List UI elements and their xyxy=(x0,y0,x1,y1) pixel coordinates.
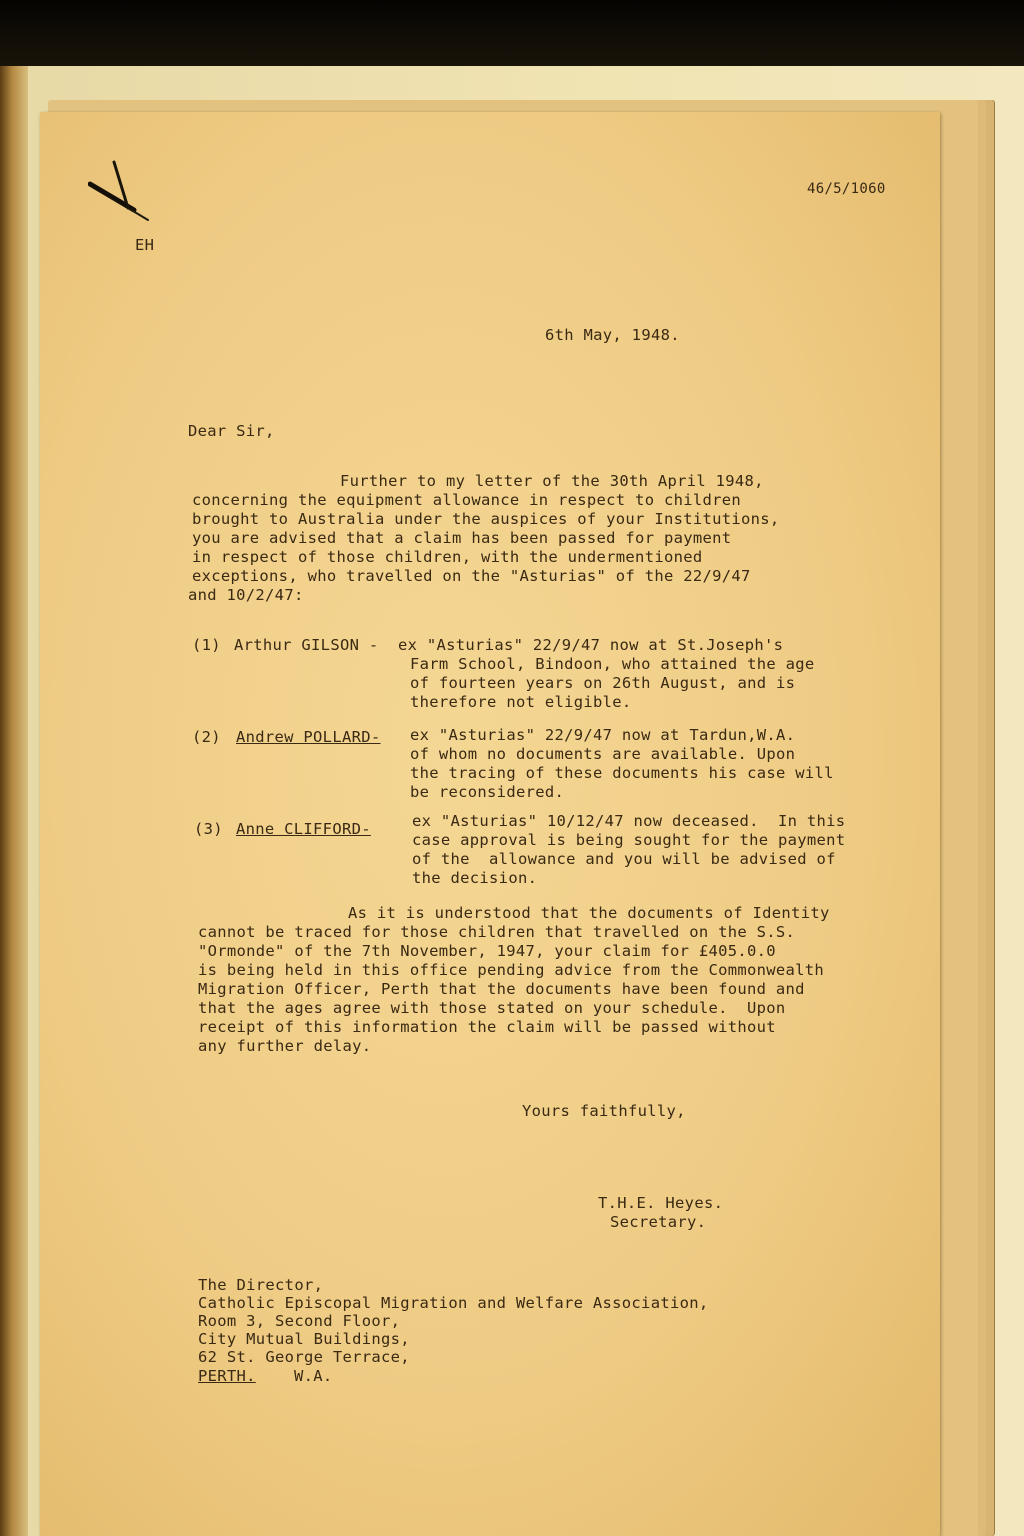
exception-line: case approval is being sought for the payment xyxy=(412,831,846,849)
address-line: City Mutual Buildings, xyxy=(198,1330,410,1348)
salutation: Dear Sir, xyxy=(188,422,275,440)
paragraph-line: Migration Officer, Perth that the documents have been found and xyxy=(198,980,805,998)
paragraph-line: that the ages agree with those stated on your schedule. Upon xyxy=(198,999,786,1017)
exception-line: of fourteen years on 26th August, and is xyxy=(410,674,796,692)
exception-number: (1) xyxy=(192,636,221,654)
exception-line: of the allowance and you will be advised of xyxy=(412,850,836,868)
dark-background xyxy=(0,0,1024,75)
address-state: W.A. xyxy=(294,1367,333,1385)
file-reference: 46/5/1060 xyxy=(807,181,886,197)
pin-mark-icon xyxy=(88,158,168,238)
exception-line: Farm School, Bindoon, who attained the age xyxy=(410,655,815,673)
paragraph-line: As it is understood that the documents of Identity xyxy=(348,904,830,922)
exception-line: ex "Asturias" 22/9/47 now at St.Joseph's xyxy=(398,636,784,654)
paragraph-line: exceptions, who travelled on the "Asturias" of the 22/9/47 xyxy=(192,567,751,585)
exception-line: ex "Asturias" 10/12/47 now deceased. In this xyxy=(412,812,846,830)
paragraph-line: you are advised that a claim has been passed for payment xyxy=(192,529,732,547)
signatory-name: T.H.E. Heyes. xyxy=(598,1194,724,1212)
typist-initials: EH xyxy=(135,236,155,254)
paragraph-line: and 10/2/47: xyxy=(188,586,304,604)
exception-name: Andrew POLLARD- xyxy=(236,728,381,746)
paragraph-line: in respect of those children, with the undermentioned xyxy=(192,548,703,566)
address-line: 62 St. George Terrace, xyxy=(198,1348,410,1366)
paragraph-line: "Ormonde" of the 7th November, 1947, your claim for £405.0.0 xyxy=(198,942,776,960)
exception-line: the tracing of these documents his case will xyxy=(410,764,834,782)
letter-date: 6th May, 1948. xyxy=(545,326,680,344)
exception-line: ex "Asturias" 22/9/47 now at Tardun,W.A. xyxy=(410,726,796,744)
paragraph-line: Further to my letter of the 30th April 1948, xyxy=(340,472,764,490)
exception-name: Anne CLIFFORD- xyxy=(236,820,371,838)
paragraph-line: is being held in this office pending advice from the Commonwealth xyxy=(198,961,825,979)
paragraph-line: brought to Australia under the auspices of your Institutions, xyxy=(192,510,780,528)
exception-line: therefore not eligible. xyxy=(410,693,632,711)
signatory-title: Secretary. xyxy=(610,1213,707,1231)
exception-line: the decision. xyxy=(412,869,538,887)
exception-line: be reconsidered. xyxy=(410,783,565,801)
paragraph-line: cannot be traced for those children that travelled on the S.S. xyxy=(198,923,796,941)
exception-number: (3) xyxy=(194,820,223,838)
address-line: Catholic Episcopal Migration and Welfare Association, xyxy=(198,1294,709,1312)
paragraph-line: concerning the equipment allowance in respect to children xyxy=(192,491,742,509)
address-city: PERTH. xyxy=(198,1367,256,1385)
paragraph-line: any further delay. xyxy=(198,1037,372,1055)
exception-name: Arthur GILSON - xyxy=(234,636,379,654)
exception-line: of whom no documents are available. Upon xyxy=(410,745,796,763)
exception-number: (2) xyxy=(192,728,221,746)
address-line: The Director, xyxy=(198,1276,324,1294)
letter-page xyxy=(40,112,940,1536)
address-line: Room 3, Second Floor, xyxy=(198,1312,401,1330)
folder-edge xyxy=(0,66,28,1536)
paragraph-line: receipt of this information the claim will be passed without xyxy=(198,1018,776,1036)
valediction: Yours faithfully, xyxy=(522,1102,686,1120)
